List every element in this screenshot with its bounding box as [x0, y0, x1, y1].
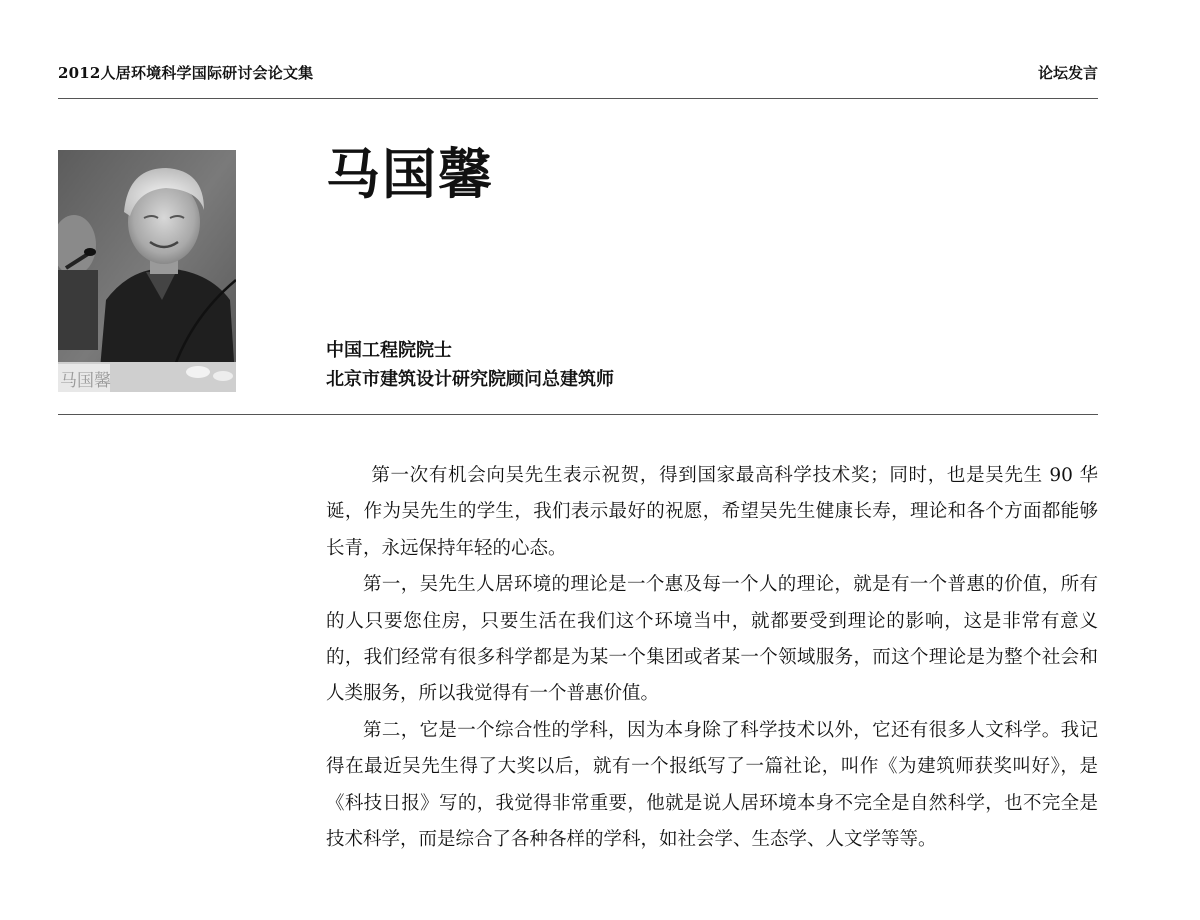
speaker-title-2: 北京市建筑设计研究院顾问总建筑师 [326, 369, 614, 390]
header-divider [58, 98, 1098, 99]
paragraph: 第一次有机会向吴先生表示祝贺，得到国家最高科学技术奖；同时，也是吴先生 90 华诞，作为吴先生的学生，我们表示最好的祝愿，希望吴先生健康长寿，理论和各个方面都能够长青，永远保持年轻的心态。 [326, 465, 1098, 559]
book-title: 2012人居环境科学国际研讨会论文集 [58, 64, 314, 82]
speech-body [326, 458, 1098, 858]
paragraph: 第一，吴先生人居环境的理论是一个惠及每一个人的理论，就是有一个普惠的价值，所有的人只要您住房，只要生活在我们这个环境当中，就都要受到理论的影响，这是非常有意义的，我们经常有很多科学都是为某一个集团或者某一个领域服务，而这个理论是为整个社会和人类服务，所以我觉得有一个普惠价值。 [326, 574, 1098, 705]
section-label: 论坛发言 [1037, 64, 1098, 82]
speaker-titles [326, 336, 614, 394]
speaker-title-1: 中国工程院院士 [326, 340, 452, 361]
paragraph: 第二，它是一个综合性的学科，因为本身除了科学技术以外，它还有很多人文科学。我记得在最近吴先生得了大奖以后，就有一个报纸写了一篇社论，叫作《为建筑师获奖叫好》，是《科技日报》写的，我觉得非常重要，他就是说人居环境本身不完全是自然科学，也不完全是技术科学，而是综合了各种各样的学科，如社会学、生态学、人文学等等。 [326, 719, 1098, 851]
speaker-name: 马国馨 [326, 143, 494, 206]
section-divider [58, 414, 1098, 415]
running-head [58, 62, 1098, 84]
nameplate-text: 马国馨 [60, 371, 111, 391]
portrait-photo [58, 150, 236, 392]
